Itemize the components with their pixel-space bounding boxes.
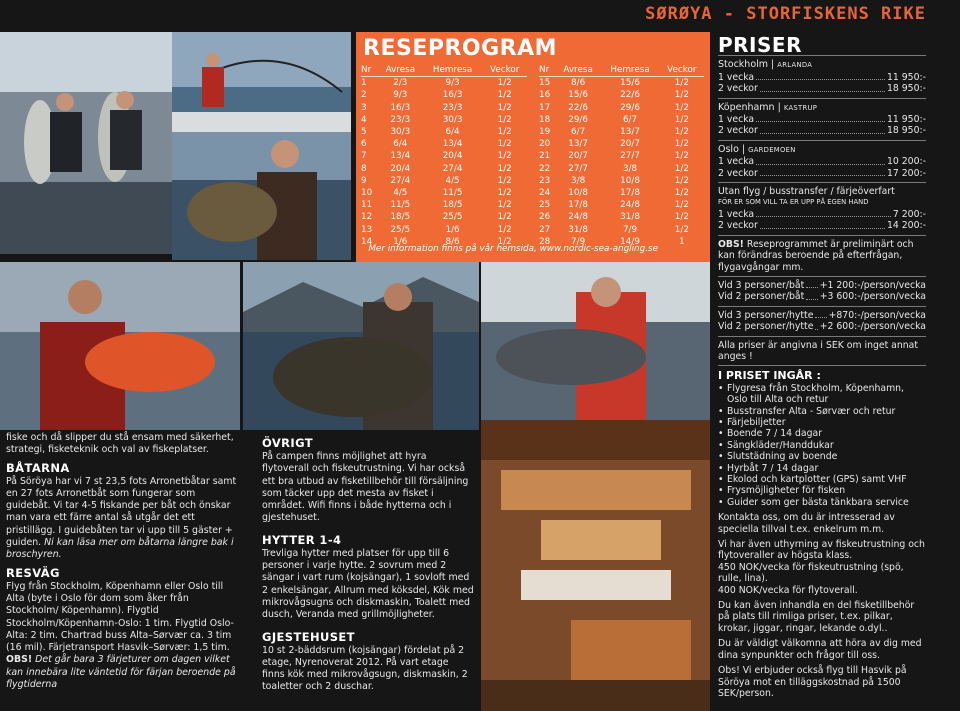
schedule-row bbox=[361, 77, 527, 90]
schedule-cell: 1/2 bbox=[497, 78, 512, 89]
photo-two-fishermen-cod bbox=[0, 32, 172, 254]
schedule-cell: 1/2 bbox=[497, 200, 512, 211]
photo-dining-hall bbox=[481, 420, 710, 711]
schedule-cell: 1/2 bbox=[497, 139, 512, 150]
schedule-cell: 27/4 bbox=[442, 163, 463, 174]
schedule-row bbox=[361, 138, 527, 150]
boats-text: På Söröya har vi 7 st 23,5 fots Arronetbåtar samt en 27 fots Arronetbåt som fungerar som guidebåt. Vi tar 4-5 fiskande per båt och önskar man vara ett färre antal så utgår det ett pristillägg. I guidebåten tar vi upp till 5 gäster + guiden. Ni kan läsa mer om båtarna längre bak i broschyren. bbox=[6, 475, 237, 561]
schedule-row bbox=[539, 187, 704, 199]
schedule-cell: 31/8 bbox=[568, 224, 588, 235]
noflight-sub: FÖR ER SOM VILL TA ER UPP PÅ EGEN HAND bbox=[718, 198, 869, 207]
schedule-cell: 17 bbox=[539, 102, 551, 113]
price-row: 2 veckor 14 200:- bbox=[718, 220, 926, 232]
schedule-cell: 27/7 bbox=[620, 151, 640, 162]
schedule-cell: 25/5 bbox=[442, 212, 463, 223]
schedule-cell: 6 bbox=[361, 139, 367, 150]
included-item: • Busstransfer Alta - Sørvær och retur bbox=[718, 406, 926, 417]
schedule-cell: 28 bbox=[539, 236, 551, 247]
schedule-row bbox=[539, 77, 704, 90]
schedule-row bbox=[539, 126, 704, 138]
extra-hut-prices bbox=[718, 310, 926, 333]
schedule-cell: 15/6 bbox=[620, 78, 640, 89]
schedule-cell: 8/6 bbox=[571, 78, 586, 89]
included-item: • Slutstädning av boende bbox=[718, 451, 926, 462]
schedule-row bbox=[539, 211, 704, 223]
schedule-cell: 26 bbox=[539, 212, 551, 223]
travel-heading: RESVÄG bbox=[6, 565, 60, 580]
schedule-cell: 1/2 bbox=[674, 90, 689, 101]
city-prices bbox=[718, 59, 926, 183]
included-item: • Boende 7 / 14 dagar bbox=[718, 428, 926, 439]
schedule-cell: 31/8 bbox=[620, 212, 640, 223]
schedule-cell: 15 bbox=[539, 78, 551, 89]
included-list bbox=[718, 383, 926, 508]
schedule-cell: 1 bbox=[679, 236, 685, 247]
extra-boat-prices bbox=[718, 280, 926, 303]
schedule-cell: 1/2 bbox=[497, 212, 512, 223]
sek-note: Alla priser är angivna i SEK om inget annat anges ! bbox=[718, 339, 919, 362]
schedule-table-right bbox=[539, 64, 704, 248]
schedule-cell: 4/5 bbox=[393, 187, 408, 198]
price-row: 2 veckor 18 950:- bbox=[718, 125, 926, 137]
schedule-header-left-1: Avresa bbox=[378, 64, 423, 77]
ovrigt-text: På campen finns möjlighet att hyra flytoverall och fiskeutrustning. Vi har också ett bra utbud av fisketillbehör till försäljning som täcker upp det mesta av fisket i området. Wifi finns i både hytterna och i gjestehuset. bbox=[262, 451, 469, 524]
schedule-row bbox=[539, 114, 704, 126]
extra-price-row: Vid 2 personer/hytte +2 600:-/person/vecka bbox=[718, 321, 926, 333]
gjestehuset-text: 10 st 2-bäddsrum (kojsängar) fördelat på 2 etage, Nyrenoverat 2012. På vart etage finns kök med mikrovågsugn, diskmaskin, 2 toaletter och 2 duschar. bbox=[262, 644, 468, 693]
schedule-cell: 7/9 bbox=[571, 236, 586, 247]
schedule-cell: 1/2 bbox=[497, 187, 512, 198]
schedule-cell: 22/6 bbox=[620, 90, 640, 101]
schedule-row bbox=[361, 89, 527, 101]
shop-text: Du kan även inhandla en del fisketillbehör på plats till rimliga priser, t.ex. pilkar, krokar, jiggar, ringar, lekande o.dyl.. bbox=[718, 600, 915, 634]
schedule-row bbox=[361, 199, 527, 211]
schedule-cell: 4/5 bbox=[445, 175, 460, 186]
obs-note: OBS! Reseprogrammet är preliminärt och kan förändras beroende på efterfrågan, flygavgångar mm. bbox=[718, 238, 914, 273]
schedule-cell: 20/7 bbox=[568, 151, 588, 162]
included-item: • Flygresa från Stockholm, Köpenhamn, Oslo till Alta och retur bbox=[718, 383, 926, 406]
schedule-cell: 24 bbox=[539, 187, 551, 198]
price-row: 1 vecka 7 200:- bbox=[718, 208, 926, 220]
schedule-cell: 1/2 bbox=[674, 200, 689, 211]
photo-fisherman-bent-rod bbox=[172, 32, 351, 132]
schedule-row bbox=[361, 114, 527, 126]
middle-text-column bbox=[262, 432, 474, 694]
schedule-cell: 6/4 bbox=[393, 139, 408, 150]
rental-price-1: 450 NOK/vecka för fiskeutrustning (spö, rulle, lina). bbox=[718, 561, 904, 585]
gjestehuset-heading: GJESTEHUSET bbox=[262, 629, 355, 644]
price-row: 1 vecka 11 950:- bbox=[718, 71, 926, 83]
photo-man-halibut-orange-suit bbox=[481, 262, 710, 420]
schedule-table-left bbox=[361, 64, 527, 248]
schedule-cell: 4 bbox=[361, 114, 367, 125]
schedule-row bbox=[361, 175, 527, 187]
schedule-header-right-2: Hemresa bbox=[600, 64, 659, 77]
photo-man-halibut-sunglasses bbox=[172, 132, 351, 260]
photo-man-redfish bbox=[0, 262, 240, 430]
reseprogram-title: RESEPROGRAM bbox=[363, 36, 558, 61]
schedule-cell: 1/2 bbox=[497, 175, 512, 186]
schedule-cell: 8/6 bbox=[445, 236, 460, 247]
city-name: Stockholm | ARLANDA bbox=[718, 59, 813, 71]
price-row: 2 veckor 18 950:- bbox=[718, 83, 926, 95]
schedule-cell: 19 bbox=[539, 127, 551, 138]
extra-price-row: Vid 3 personer/båt +1 200:-/person/vecka bbox=[718, 279, 926, 291]
reseprogram-box bbox=[356, 32, 710, 262]
photo-man-large-halibut bbox=[243, 262, 479, 430]
schedule-row bbox=[361, 150, 527, 162]
schedule-cell: 1/2 bbox=[497, 236, 512, 247]
schedule-cell: 10/8 bbox=[568, 187, 588, 198]
schedule-cell: 10 bbox=[361, 187, 373, 198]
brand-title: SØRØYA - STORFISKENS RIKE bbox=[645, 4, 926, 24]
schedule-cell: 1/2 bbox=[674, 175, 689, 186]
schedule-row bbox=[361, 223, 527, 235]
schedule-cell: 15/6 bbox=[568, 90, 588, 101]
schedule-cell: 14/9 bbox=[620, 236, 640, 247]
schedule-row bbox=[539, 89, 704, 101]
schedule-cell: 27/4 bbox=[390, 175, 411, 186]
schedule-cell: 1/2 bbox=[674, 163, 689, 174]
schedule-cell: 6/7 bbox=[571, 127, 586, 138]
schedule-cell: 30/3 bbox=[442, 114, 463, 125]
included-item: • Guider som ger bästa tänkbara service bbox=[718, 497, 926, 508]
schedule-cell: 1/2 bbox=[674, 102, 689, 113]
schedule-cell: 11/5 bbox=[390, 200, 411, 211]
schedule-cell: 1/2 bbox=[497, 127, 512, 138]
schedule-cell: 1/2 bbox=[497, 163, 512, 174]
schedule-cell: 25 bbox=[539, 200, 551, 211]
hytter-text: Trevliga hytter med platser för upp till 6 personer i varje hytte. 2 sovrum med 2 sängar i vart rum (kojsängar), 1 sovloft med 2 enkelsängar, Allrum med köksdel, Kök med mikrovågsugns och diskmaskin, Toalett med dusch, Veranda med grillmöjligheter. bbox=[262, 547, 474, 621]
noflight-title: Utan flyg / busstransfer / färjeöverfart bbox=[718, 186, 895, 198]
schedule-cell: 1/2 bbox=[674, 187, 689, 198]
hytter-heading: HYTTER 1-4 bbox=[262, 532, 342, 547]
included-item: • Hyrbåt 7 / 14 dagar bbox=[718, 463, 926, 474]
schedule-cell: 1/2 bbox=[497, 224, 512, 235]
schedule-row bbox=[361, 102, 527, 114]
schedule-cell: 13/7 bbox=[620, 127, 640, 138]
city-name: Oslo | GARDEMOEN bbox=[718, 143, 796, 155]
schedule-cell: 18/5 bbox=[390, 212, 411, 223]
schedule-row bbox=[539, 199, 704, 211]
extra-price-row: Vid 3 personer/hytte +870:-/person/vecka bbox=[718, 309, 926, 321]
schedule-cell: 16/3 bbox=[390, 102, 411, 113]
schedule-cell: 1/2 bbox=[497, 151, 512, 162]
schedule-header-right-1: Avresa bbox=[556, 64, 600, 77]
schedule-cell: 10/8 bbox=[620, 175, 640, 186]
extra-price-row: Vid 2 personer/båt +3 600:-/person/vecka bbox=[718, 291, 926, 303]
schedule-cell: 1/2 bbox=[497, 114, 512, 125]
schedule-cell: 20/4 bbox=[442, 151, 463, 162]
schedule-cell: 1/2 bbox=[497, 102, 512, 113]
schedule-cell: 3 bbox=[361, 102, 367, 113]
schedule-cell: 16/3 bbox=[442, 90, 463, 101]
schedule-cell: 1 bbox=[361, 78, 367, 89]
schedule-cell: 17/8 bbox=[568, 200, 588, 211]
schedule-cell: 1/2 bbox=[674, 212, 689, 223]
more-info-note: Mer information finns på vår hemsida, www.nordic-sea-angling.se bbox=[368, 244, 658, 254]
prices-column bbox=[718, 33, 926, 699]
schedule-cell: 27 bbox=[539, 224, 551, 235]
schedule-cell: 30/3 bbox=[390, 127, 411, 138]
schedule-cell: 9/3 bbox=[393, 90, 408, 101]
schedule-cell: 25/5 bbox=[390, 224, 411, 235]
schedule-cell: 2 bbox=[361, 90, 367, 101]
welcome-text: Du är väldigt välkomna att höra av dig med dina synpunkter och frågor till oss. bbox=[718, 638, 922, 661]
schedule-cell: 1/2 bbox=[674, 224, 689, 235]
included-item: • Sängkläder/Handdukar bbox=[718, 440, 926, 451]
schedule-cell: 1/2 bbox=[497, 90, 512, 101]
ovrigt-heading: ÖVRIGT bbox=[262, 436, 313, 450]
schedule-row bbox=[539, 223, 704, 235]
schedule-cell: 3/8 bbox=[571, 175, 586, 186]
schedule-header-right-0: Nr bbox=[539, 64, 556, 77]
schedule-cell: 13/7 bbox=[568, 139, 588, 150]
schedule-row bbox=[539, 138, 704, 150]
schedule-cell: 11 bbox=[361, 200, 373, 211]
travel-text: Flyg från Stockholm, Köpenhamn eller Oslo till Alta (byte i Oslo för dom som åker från Stockholm/ Köpenhamn). Flygtid Stockholm/Köpenhamn-Oslo: 1 tim. Flygtid Oslo-Alta: 2 tim. Chartrad buss Alta–Sørvær ca. 3 tim (16 mil). Färjetransport Hasvik–Sørvær: 1,5 tim. OBS! Det går bara 3 färjeturer om dagen vilket kan innebära lite väntetid för färjan beroende på flygtiderna bbox=[6, 580, 236, 691]
schedule-cell: 1/2 bbox=[674, 78, 689, 89]
schedule-cell: 7 bbox=[361, 151, 367, 162]
noflight-prices bbox=[718, 209, 926, 232]
schedule-cell: 18 bbox=[539, 114, 551, 125]
schedule-cell: 16 bbox=[539, 90, 551, 101]
price-row: 1 vecka 10 200:- bbox=[718, 156, 926, 168]
schedule-cell: 23 bbox=[539, 175, 551, 186]
schedule-header-left-0: Nr bbox=[361, 64, 378, 77]
schedule-cell: 13 bbox=[361, 224, 373, 235]
schedule-cell: 23/3 bbox=[390, 114, 411, 125]
schedule-cell: 9/3 bbox=[445, 78, 460, 89]
schedule-cell: 1/2 bbox=[674, 127, 689, 138]
schedule-cell: 22 bbox=[539, 163, 551, 174]
schedule-cell: 1/2 bbox=[674, 139, 689, 150]
schedule-cell: 12 bbox=[361, 212, 373, 223]
schedule-cell: 1/2 bbox=[674, 114, 689, 125]
schedule-cell: 24/8 bbox=[568, 212, 588, 223]
schedule-cell: 17/8 bbox=[620, 187, 640, 198]
schedule-cell: 27/7 bbox=[568, 163, 588, 174]
schedule-cell: 1/6 bbox=[393, 236, 408, 247]
boats-heading: BÅTARNA bbox=[6, 460, 70, 475]
price-row: 1 vecka 11 950:- bbox=[718, 114, 926, 126]
schedule-cell: 23/3 bbox=[442, 102, 463, 113]
schedule-row bbox=[539, 150, 704, 162]
prices-heading: PRISER bbox=[718, 33, 802, 57]
price-row: 2 veckor 17 200:- bbox=[718, 167, 926, 179]
schedule-cell: 18/5 bbox=[442, 200, 463, 211]
schedule-row bbox=[361, 163, 527, 175]
schedule-cell: 5 bbox=[361, 127, 367, 138]
schedule-cell: 3/8 bbox=[622, 163, 638, 174]
schedule-cell: 6/4 bbox=[445, 127, 460, 138]
schedule-cell: 1/6 bbox=[445, 224, 460, 235]
schedule-header-left-3: Veckor bbox=[482, 64, 527, 77]
schedule-cell: 2/3 bbox=[393, 78, 408, 89]
schedule-cell: 7/9 bbox=[622, 224, 638, 235]
schedule-cell: 20/7 bbox=[620, 139, 640, 150]
schedule-cell: 13/4 bbox=[390, 151, 411, 162]
schedule-header-right-3: Veckor bbox=[660, 64, 704, 77]
schedule-row bbox=[539, 163, 704, 175]
schedule-cell: 1/2 bbox=[674, 151, 689, 162]
schedule-cell: 22/6 bbox=[568, 102, 588, 113]
schedule-cell: 20/4 bbox=[390, 163, 411, 174]
left-text-column bbox=[6, 432, 242, 691]
city-name: Köpenhamn | KASTRUP bbox=[718, 101, 818, 113]
schedule-cell: 20 bbox=[539, 139, 551, 150]
schedule-cell: 29/6 bbox=[620, 102, 640, 113]
schedule-cell: 9 bbox=[361, 175, 367, 186]
schedule-row bbox=[361, 187, 527, 199]
schedule-cell: 29/6 bbox=[568, 114, 588, 125]
schedule-row bbox=[361, 126, 527, 138]
intro-text: fiske och då slipper du stå ensam med säkerhet, strategi, fisketeknik och val av fiskeplatser. bbox=[6, 432, 234, 456]
schedule-cell: 11/5 bbox=[442, 187, 463, 198]
hasvik-text: Obs! Vi erbjuder också flyg till Hasvik på Söröya mot en tilläggskostnad på 1500 SEK/person. bbox=[718, 665, 907, 699]
schedule-header-left-2: Hemresa bbox=[423, 64, 483, 77]
contact-text: Kontakta oss, om du är intresserad av speciella tillval t.ex. enkelrum m.m. bbox=[718, 512, 895, 535]
schedule-cell: 8 bbox=[361, 163, 367, 174]
schedule-cell: 14 bbox=[361, 236, 373, 247]
schedule-cell: 24/8 bbox=[620, 200, 640, 211]
schedule-cell: 13/4 bbox=[442, 139, 463, 150]
included-item: • Frysmöjligheter för fisken bbox=[718, 485, 926, 496]
schedule-row bbox=[539, 175, 704, 187]
rental-text: Vi har även uthyrning av fiskeutrustning och flytoveraller av högsta klass. bbox=[718, 539, 925, 562]
schedule-cell: 21 bbox=[539, 151, 551, 162]
schedule-cell: 6/7 bbox=[622, 114, 638, 125]
included-item: • Ekolod och kartplotter (GPS) samt VHF bbox=[718, 474, 926, 485]
included-item: • Färjebiljetter bbox=[718, 417, 926, 428]
rental-price-2: 400 NOK/vecka för flytoverall. bbox=[718, 584, 858, 596]
schedule-row bbox=[539, 102, 704, 114]
included-heading: I PRISET INGÅR : bbox=[718, 369, 821, 383]
schedule-row bbox=[361, 211, 527, 223]
